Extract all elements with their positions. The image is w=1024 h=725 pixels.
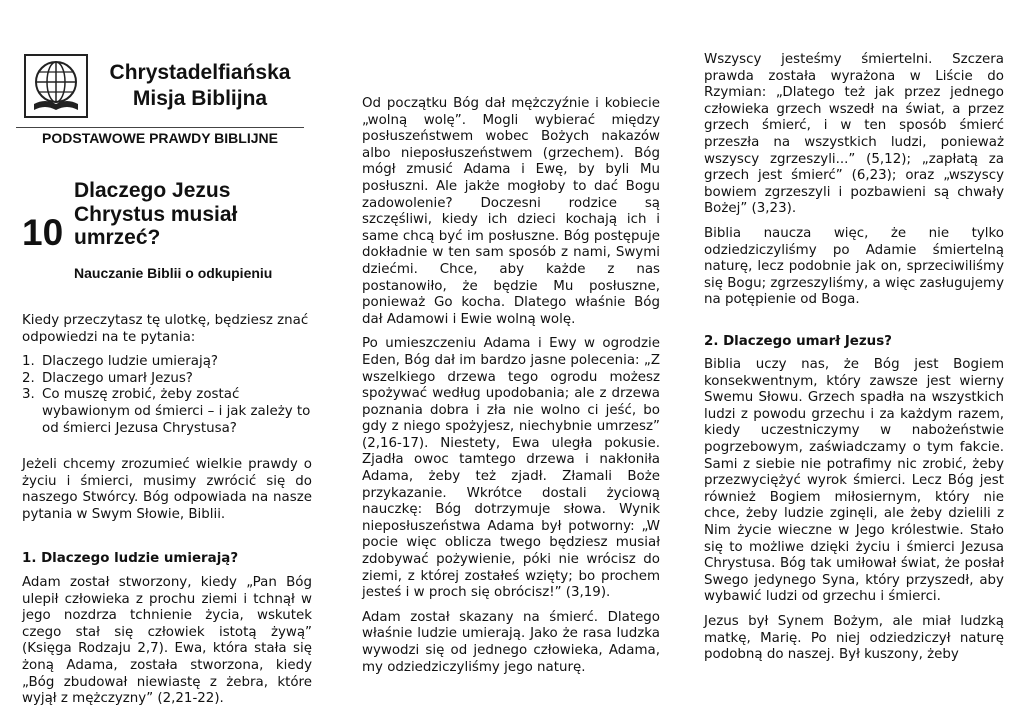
series-title: PODSTAWOWE PRAWDY BIBLIJNE xyxy=(42,130,278,146)
intro-block xyxy=(22,313,312,437)
section-heading: 2. Dlaczego umarł Jezus? xyxy=(704,334,892,349)
list-number: 2. xyxy=(22,370,35,386)
questions-list xyxy=(22,354,312,437)
list-item xyxy=(22,371,312,388)
paragraph: Biblia naucza więc, że nie tylko odziedziczyliśmy po Adamie śmiertelną naturę, lecz podobnie jak on, sprzeciwiliśmy się Bogu; zgrzeszyliśmy, a więc zasługujemy na potępienie od Boga. xyxy=(704,225,1004,308)
logo xyxy=(24,54,88,118)
title-line1: Dlaczego Jezus xyxy=(74,179,231,202)
org-line2: Misja Biblijna xyxy=(132,87,268,110)
list-text: Dlaczego umarł Jezus? xyxy=(42,370,193,386)
org-line1: Chrystadelfiańska xyxy=(109,61,291,84)
section-heading: 1. Dlaczego ludzie umierają? xyxy=(22,551,239,566)
list-item xyxy=(22,387,312,437)
paragraph: Po umieszczeniu Adama i Ewy w ogrodzie Eden, Bóg dał im bardzo jasne polecenia: „Z wszelkiego drzewa tego ogrodu możesz spożywać według upodobania; ale z drzewa poznania dobra i zła nie wolno ci jeść, bo gdy z niego spożyjesz, niechybnie umrzesz” (2,16-17). Niestety, Ewa uległa pokusie. Zjadła owoc tamtego drzewa i nakłoniła Adama, żeby też zjadł. Złamali Boże przykazanie. Wkrótce dostali życiową nauczkę: Bóg dotrzymuje słowa. Wynik nieposłuszeństwa Adama był potworny: „W pocie więc oblicza twego będziesz musiał zdobywać pożywienie, póki nie wrócisz do ziemi, z której zostałeś wzięty; bo prochem jesteś i w proch się obrócisz!” (3,19). xyxy=(362,336,660,601)
column-2 xyxy=(362,54,660,684)
list-number: 3. xyxy=(22,387,35,403)
intro-lead: Kiedy przeczytasz tę ulotkę, będziesz znać odpowiedzi na te pytania: xyxy=(22,313,309,345)
intro-paragraph: Jeżeli chcemy zrozumieć wielkie prawdy o życiu i śmierci, musimy zwrócić się do naszego Stwórcy. Bóg odpowiada na nasze pytania w Swym Słowie, Biblii. xyxy=(22,457,312,522)
paragraph: Wszyscy jesteśmy śmiertelni. Szczera prawda została wyrażona w Liście do Rzymian: „Dlatego też jak przez jednego człowieka grzech wszedł na świat, a przez grzech śmierć, i w ten sposób śmierć przeszła na wszystkich ludzi, ponieważ wszyscy zgrzeszyli...” (5,12); „zapłatą za grzech jest śmierć” (6,23); oraz „wszyscy bowiem zgrzeszyli i pozbawieni są chwały Bożej” (3,23). xyxy=(704,52,1004,217)
divider xyxy=(16,127,304,128)
column-3-section-2 xyxy=(704,357,1004,672)
paragraph xyxy=(22,575,312,708)
paragraph: Adam został skazany na śmierć. Dlatego właśnie ludzie umierają. Jako że rasa ludzka wywodzi się od jednego człowieka, Adama, my odziedziczyliśmy jego naturę. xyxy=(362,609,660,675)
subtitle: Nauczanie Biblii o odkupieniu xyxy=(74,265,273,281)
list-text: Co muszę zrobić, żeby zostać wybawionym od śmierci – i jak zależy to od śmierci Jezusa Chrystusa? xyxy=(42,387,311,436)
column-3 xyxy=(704,52,1004,317)
page-title xyxy=(74,179,314,250)
title-line2: Chrystus musiał xyxy=(74,202,238,226)
title-line3: umrzeć? xyxy=(74,226,161,249)
list-item xyxy=(22,354,312,371)
list-text: Dlaczego ludzie umierają? xyxy=(42,354,219,370)
paragraph: Biblia uczy nas, że Bóg jest Bogiem konsekwentnym, który zawsze jest wierny Swemu Słowu. Grzech spadła na wszystkich ludzi z powodu grzechu i za każdym razem, kiedy uczestniczymy w nabożeństwie pogrzebowym, zaświadczamy o tym fakcie. Sami z siebie nie potrafimy nic zrobić, żeby przezwyciężyć wyrok śmierci. Lecz Bóg jest również Bogiem miłosiernym, który nie chce, żeby ludzie zginęli, ale żeby dzielili z Nim życie wieczne w Jego królestwie. Stało się to możliwe dzięki życiu i śmierci Jezusa Chrystusa. Bóg tak umiłował świat, że posłał Swego jedynego Syna, który przyszedł, aby wybawić ludzi od grzechu i śmierci. xyxy=(704,357,1004,605)
paragraph-text: Adam został stworzony, kiedy „Pan Bóg ulepił człowieka z prochu ziemi i tchnął w jego nozdrza tchnienie życia, wskutek czego stał się człowiek istotą żywą” (Księga Rodzaju 2,7). Ewa, która stała się żoną Adama, została stworzona, kiedy „Bóg zbudował niewiastę z żebra, które wyjął z mężczyzny” (2,21-22). xyxy=(22,575,312,707)
paragraph: Jezus był Synem Bożym, ale miał ludzką matkę, Marię. Po niej odziedziczył naturę podobną do naszej. Był kuszony, żeby xyxy=(704,613,1004,663)
list-number: 1. xyxy=(22,354,35,370)
organization-name xyxy=(98,60,302,112)
leaflet-number: 10 xyxy=(22,212,64,253)
paragraph: Od początku Bóg dał mężczyźnie i kobiecie „wolną wolę”. Mogli wybierać między posłuszeństwem wobec Bożych nakazów albo nieposłuszeństwem (grzechem). Bóg mógł zmusić Adama i Ewę, by byli Mu posłuszni. Ale jakże mogłoby to dać Bogu zadowolenie? Doczesni rodzice są szczęśliwi, kiedy ich dzieci kochają ich i same chcą być im posłuszne. Bóg postępuje dokładnie w ten sam sposób z nami, Swymi dziećmi. Chce, aby każde z nas postanowiło, że będzie Mu posłuszne, ponieważ Go kocha. Dlatego właśnie Bóg dał Adamowi i Ewie wolną wolę. xyxy=(362,96,660,327)
